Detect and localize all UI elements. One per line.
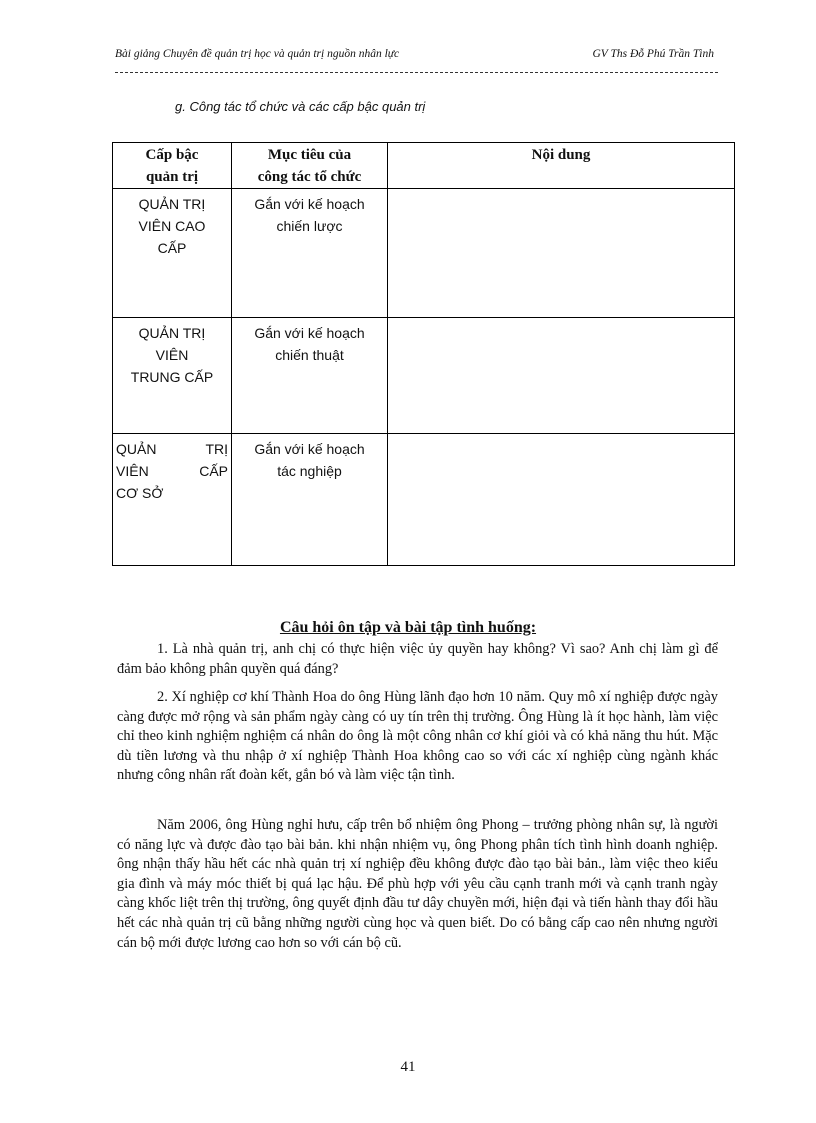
level-text: CƠ SỞ xyxy=(116,485,164,501)
goal-text: Gắn với kế hoạch xyxy=(254,196,365,212)
header-level-line-1: Cấp bậc xyxy=(145,147,199,163)
header-goal xyxy=(232,143,388,189)
level-justified-line xyxy=(113,438,231,460)
question-1 xyxy=(117,640,718,679)
level-text: QUẢN TRỊ xyxy=(138,325,206,341)
level-word: QUẢN xyxy=(116,441,157,457)
header-lecturer: GV Ths Đỗ Phú Trần Tình xyxy=(592,48,714,60)
goal-cell xyxy=(232,318,388,434)
level-cell xyxy=(113,434,232,566)
page-number: 41 xyxy=(400,1059,416,1075)
organization-levels-table xyxy=(112,142,735,566)
case-study-paragraph-2 xyxy=(117,816,718,953)
content-cell xyxy=(388,189,735,318)
goal-text: tác nghiệp xyxy=(277,463,342,479)
header-goal-line-2: công tác tổ chức xyxy=(257,169,362,185)
table-row xyxy=(113,318,735,434)
content-cell xyxy=(388,318,735,434)
paragraph-text: 1. Là nhà quản trị, anh chị có thực hiện việc ủy quyền hay không? Vì sao? Anh chị làm gì để đảm bảo không phân quyền quá đáng? xyxy=(117,641,718,677)
goal-cell xyxy=(232,189,388,318)
level-word: TRỊ xyxy=(205,441,228,457)
goal-cell xyxy=(232,434,388,566)
level-text: QUẢN TRỊ xyxy=(138,196,206,212)
case-study-paragraph-1 xyxy=(117,688,718,786)
goal-text: Gắn với kế hoạch xyxy=(254,441,365,457)
paragraph-text: 2. Xí nghiệp cơ khí Thành Hoa do ông Hùng lãnh đạo hơn 10 năm. Quy mô xí nghiệp được ngày càng được mở rộng và sản phẩm ngày càng có uy tín trên thị trường. Ông Hùng là ít học hành, làm việc chỉ theo kinh nghiệm nghiệm cá nhân do ông là một công nhân cơ khí giỏi và có khả năng thu hút. Mặc dù tiền lương và thu nhập ở xí nghiệp Thành Hoa không cao so với các xí nghiệp cùng ngành khác nhưng công nhân rất đoàn kết, gắn bó và làm việc tận tình. xyxy=(117,689,718,784)
level-cell xyxy=(113,189,232,318)
level-text: CẤP xyxy=(157,240,187,256)
header-level-line-2: quản trị xyxy=(145,169,199,185)
table-header-row xyxy=(113,143,735,189)
header-content xyxy=(388,143,735,189)
level-text: TRUNG CẤP xyxy=(130,369,214,385)
level-text: VIÊN xyxy=(155,347,189,363)
page-header xyxy=(115,48,718,64)
level-word: CẤP xyxy=(199,463,228,479)
goal-text: chiến thuật xyxy=(275,347,344,363)
header-divider xyxy=(115,72,718,73)
level-justified-line xyxy=(113,460,231,482)
questions-title: Câu hỏi ôn tập và bài tập tình huống: xyxy=(279,619,537,636)
paragraph-text: Năm 2006, ông Hùng nghỉ hưu, cấp trên bổ nhiệm ông Phong – trưởng phòng nhân sự, là người có năng lực và được đào tạo bài bản. khi nhận nhiệm vụ, ông Phong phân tích tình hình doanh nghiệp. ông nhận thấy hầu hết các nhà quản trị xí nghiệp đều không được đào tạo bài bản., làm việc theo kiểu gia đình và máy móc thiết bị quá lạc hậu. Để phù hợp với yêu cầu cạnh tranh mới và cạnh tranh ngày càng khốc liệt trên thị trường, ông quyết định đầu tư dây chuyền mới, hiện đại và tiến hành thay đổi hầu hết các nhà quản trị cũ bằng những người cùng học và quen biết. Do có bằng cấp cao nên nhưng người cán bộ mới được lương cao hơn so với cán bộ cũ. xyxy=(117,817,718,951)
level-word: VIÊN xyxy=(116,463,149,479)
table-row xyxy=(113,434,735,566)
level-text: VIÊN CAO xyxy=(138,218,206,234)
header-course-title: Bài giảng Chuyên đề quản trị học và quản trị nguồn nhân lực xyxy=(115,48,400,60)
goal-text: Gắn với kế hoạch xyxy=(254,325,365,341)
level-cell xyxy=(113,318,232,434)
table-row xyxy=(113,189,735,318)
header-content-line-1: Nội dung xyxy=(531,147,591,163)
section-title: g. Công tác tổ chức và các cấp bậc quản trị xyxy=(175,99,426,114)
header-level xyxy=(113,143,232,189)
goal-text: chiến lược xyxy=(276,218,343,234)
content-cell xyxy=(388,434,735,566)
header-goal-line-1: Mục tiêu của xyxy=(267,147,352,163)
